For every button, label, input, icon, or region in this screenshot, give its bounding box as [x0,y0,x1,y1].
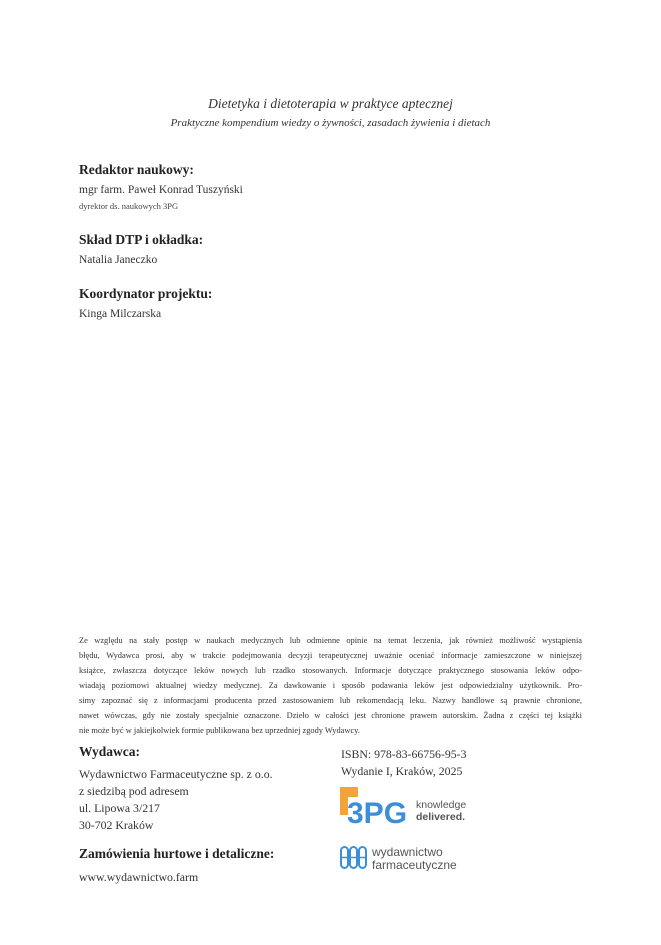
book-title: Dietetyka i dietoterapia w praktyce aptecznej [208,96,453,111]
coordinator-name: Kinga Milczarska [79,308,162,320]
dtp-heading: Skład DTP i okładka: [79,232,204,247]
edition-info [341,746,467,780]
book-subtitle: Praktyczne kompendium wiedzy o żywności, zasadach żywienia i dietach [170,117,491,129]
publisher-section [79,744,273,834]
orders-section [79,846,274,885]
logo-wydawnictwo-line2: farmaceutyczne [372,858,457,871]
disclaimer-line: nawet wówczas, gdy nie zostały specjalnie oznaczone. Dzieło w całości jest chronione prawem autorskim. Żadna z części tej książki [79,711,582,720]
publisher-line: 30-702 Kraków [79,818,154,832]
logo-3pg-graphic [340,787,480,829]
editor-name: mgr farm. Paweł Konrad Tuszyński [79,184,243,196]
logo-wydawnictwo-line1: wydawnictwo [372,845,443,859]
disclaimer-line: błędu, Wydawca prosi, aby w trakcie podejmowania decyzji terapeutycznej uważnie oceniać informacje zamieszczone w niniejszej [79,651,582,660]
disclaimer-text [79,633,582,738]
disclaimer-line: Ze względu na stały postęp w naukach medycznych lub odmienne opinie na temat leczenia, jak również możliwość wystąpienia [79,636,582,645]
disclaimer-line: simy zapoznać się z informacjami producenta przed zastosowaniem lub rekomendacją leku. Nazwy handlowe są prawnie chronione, [79,696,582,705]
coordinator-section [79,286,212,320]
disclaimer-line: wiadają poziomowi aktualnej wiedzy medycznej. Za dawkowanie i sposób podawania leków jest odpowiedzialny użytkownik. Pro- [79,681,582,690]
edition-line: Wydanie I, Kraków, 2025 [341,764,463,778]
publisher-heading: Wydawca: [79,744,140,759]
logo-wydawnictwo [340,845,500,871]
editor-heading: Redaktor naukowy: [79,162,194,177]
dtp-name: Natalia Janeczko [79,254,158,266]
coordinator-heading: Koordynator projektu: [79,286,213,301]
logo-3pg-text: 3PG [347,797,408,829]
orders-heading: Zamówienia hurtowe i detaliczne: [79,846,275,861]
publisher-line: z siedzibą pod adresem [79,784,189,798]
publisher-line: ul. Lipowa 3/217 [79,801,160,815]
editor-role: dyrektor ds. naukowych 3PG [79,201,179,211]
isbn: ISBN: 978-83-66756-95-3 [341,747,467,761]
disclaimer-line: nie może być w jakiejkolwiek formie publikowana bez uprzedniej zgody Wydawcy. [79,726,360,735]
logo-wydawnictwo-graphic [340,845,500,871]
website-link[interactable]: www.wydawnictwo.farm [79,870,199,884]
logo-3pg [340,787,480,829]
publisher-line: Wydawnictwo Farmaceutyczne sp. z o.o. [79,767,273,781]
editor-section [79,162,243,211]
disclaimer-line: książce, zwłaszcza dotyczące leków nowych lub rzadko stosowanych. Informacje dotyczące praktycznego stosowania leków odpo- [79,666,582,675]
dtp-section [79,232,203,266]
logo-3pg-tagline-1: knowledge [416,799,467,811]
logo-3pg-tagline-2: delivered. [416,811,466,823]
